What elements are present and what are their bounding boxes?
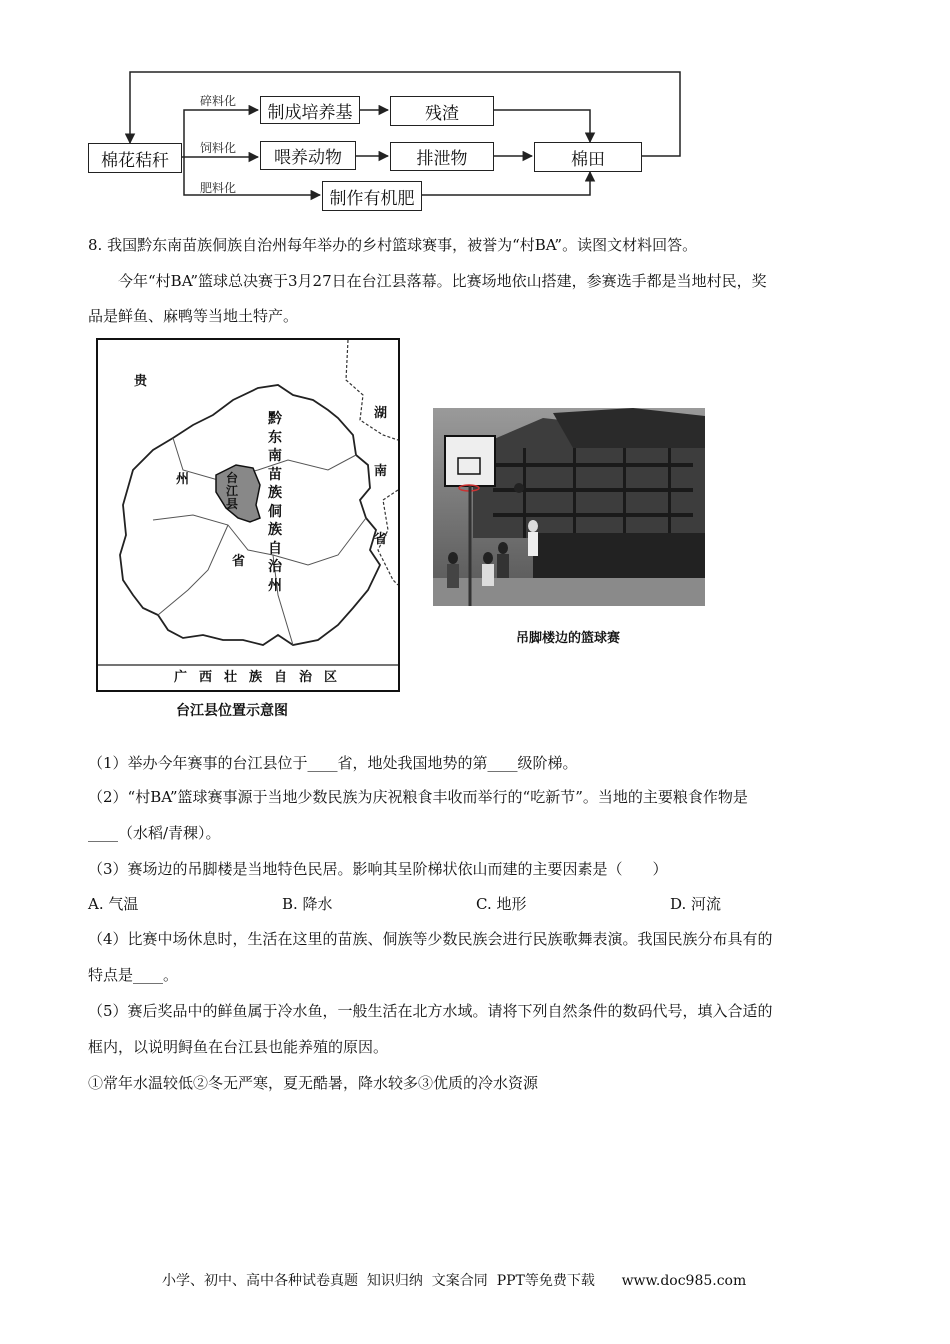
- option-d: D. 河流: [670, 895, 722, 913]
- map-label-prefecture: 黔东南苗族侗族自治州: [268, 411, 282, 594]
- flow-box-source: 棉花秸秆: [88, 143, 182, 173]
- map-outline: [98, 340, 398, 690]
- sub-question-5-line-1: （5）赛后奖品中的鲜鱼属于冷水鱼，一般生活在北方水域。请将下列自然条件的数码代号，填入合适的: [88, 1002, 773, 1020]
- option-a: A. 气温: [88, 895, 139, 913]
- sub-question-5-items: ①常年水温较低②冬无严寒，夏无酷暑，降水较多③优质的冷水资源: [88, 1074, 539, 1092]
- map-label-zhou: 州: [176, 472, 190, 487]
- flow-label-fertilize: 肥料化: [200, 181, 237, 195]
- map-label-county: 台江县: [226, 471, 239, 511]
- question-title: 8. 我国黔东南苗族侗族自治州每年举办的乡村篮球赛事，被誉为“村BA”。读图文材料回答。: [88, 236, 698, 254]
- map-caption: 台江县位置示意图: [176, 703, 288, 719]
- flow-box-residue: 残渣: [390, 96, 494, 126]
- option-b: B. 降水: [282, 895, 333, 913]
- material-line-2: 品是鲜鱼、麻鸭等当地土特产。: [88, 307, 299, 325]
- flow-box-medium: 制成培养基: [260, 96, 360, 124]
- map-label-sheng: 省: [232, 554, 246, 569]
- option-c: C. 地形: [476, 895, 527, 913]
- map-label-guangxi: 广西壮族自治区: [174, 670, 350, 685]
- sub-question-2-line-1: （2）“村BA”篮球赛事源于当地少数民族为庆祝粮食丰收而举行的“吃新节”。当地的主要粮食作物是: [88, 788, 748, 806]
- flow-diagram: [80, 60, 700, 220]
- sub-question-5-line-2: 框内，以说明鲟鱼在台江县也能养殖的原因。: [88, 1038, 389, 1056]
- sub-question-1: （1）举办今年赛事的台江县位于____省，地处我国地势的第____级阶梯。: [88, 754, 578, 772]
- basketball-photo: [433, 408, 705, 606]
- map-label-sheng2: 省: [374, 532, 388, 547]
- map-label-hu: 湖: [374, 406, 388, 421]
- flow-box-field: 棉田: [534, 142, 642, 172]
- flow-box-feed: 喂养动物: [260, 141, 356, 170]
- flow-box-excrement: 排泄物: [390, 142, 494, 171]
- page-footer: 小学、初中、高中各种试卷真题 知识归纳 文案合同 PPT等免费下载 www.doc985.com: [162, 1273, 747, 1289]
- map-label-gui: 贵: [134, 374, 148, 389]
- material-line-1: 今年“村BA”篮球总决赛于3月27日在台江县落幕。比赛场地依山搭建，参赛选手都是当地村民，奖: [118, 272, 767, 290]
- flow-label-crush: 碎料化: [200, 94, 237, 108]
- map-label-nan: 南: [374, 464, 388, 479]
- photo-caption: 吊脚楼边的篮球赛: [516, 631, 621, 646]
- sub-question-4-line-2: 特点是____。: [88, 966, 179, 984]
- location-map: [96, 338, 400, 692]
- sub-question-4-line-1: （4）比赛中场休息时，生活在这里的苗族、侗族等少数民族会进行民族歌舞表演。我国民族分布具有的: [88, 930, 773, 948]
- sub-question-2-line-2: ____（水稻/青稞）。: [88, 824, 221, 842]
- sub-question-3: （3）赛场边的吊脚楼是当地特色民居。影响其呈阶梯状依山而建的主要因素是（ ）: [88, 860, 668, 878]
- flow-label-feed: 饲料化: [200, 141, 237, 155]
- flow-box-fertilizer: 制作有机肥: [322, 181, 422, 211]
